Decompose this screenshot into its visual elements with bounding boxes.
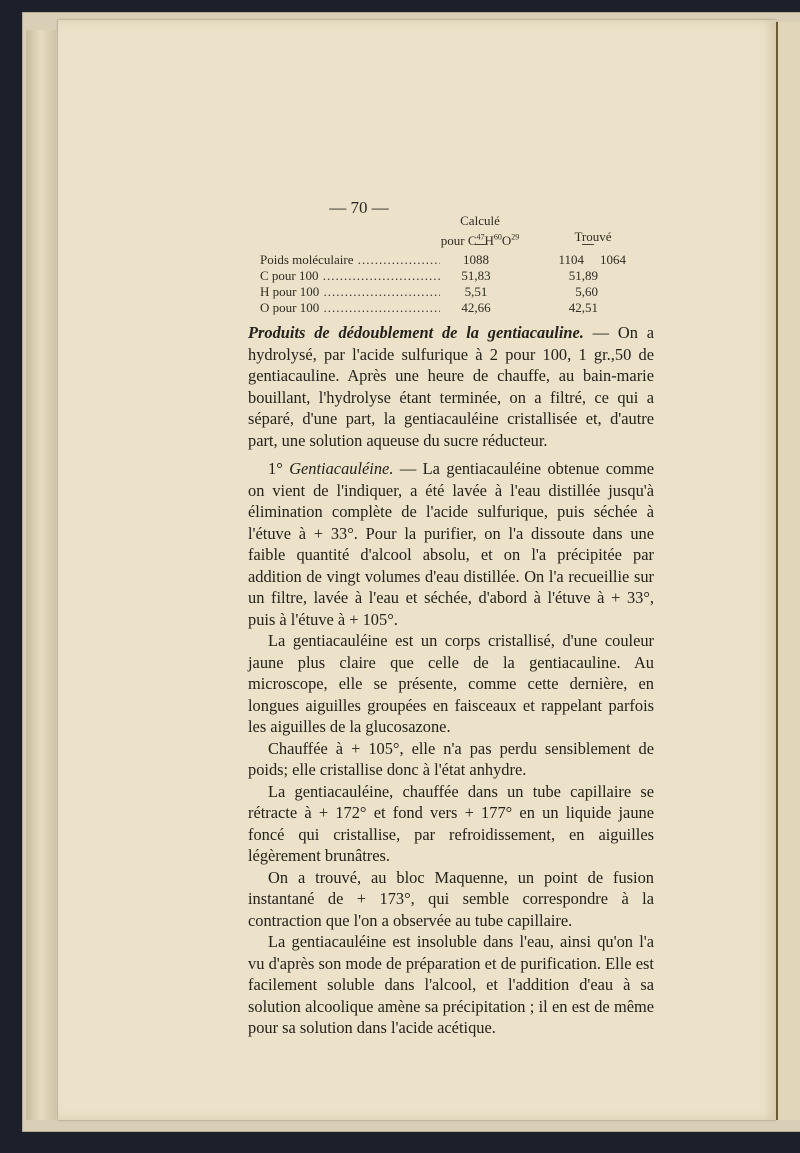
row-label: O pour 100 ..... [260, 300, 440, 316]
formula-h-subscript: 60 [493, 233, 502, 242]
paragraph-gentiacauleine [248, 458, 654, 630]
header-calcule-label: Calculé [460, 213, 500, 228]
row-label: C pour 100 ..... [260, 268, 440, 284]
adjacent-page-edge [776, 22, 800, 1120]
section-title: Produits de dédoublement de la gentiacauline. [248, 323, 584, 342]
page-number: — 70 — [329, 198, 389, 217]
body-text [248, 322, 654, 1039]
paragraph-text: — On a hydrolysé, par l'acide sulfurique à 2 pour 100, 1 gr.,50 de gentiacauline. Après une heure de chauffe, au bain-marie bouillant, l'hydrolyse étant terminée, on a filtré, ce qui a séparé, d'une part, la gentiacauléine cristallisée et, d'autre part, une solution aqueuse du sucre réducteur. [248, 323, 654, 450]
formula-h: H [484, 233, 494, 249]
found-value-2: 5,60 [575, 284, 598, 299]
calc-value: 1088 [463, 252, 489, 267]
formula-prefix: pour C [440, 233, 477, 249]
formula-o-subscript: 29 [511, 233, 520, 242]
formula-c-subscript: 47 [476, 233, 485, 242]
page-stack-edge [26, 30, 56, 1120]
header-dash [475, 244, 487, 245]
calc-value: 51,83 [461, 268, 491, 283]
calc-value: 5,51 [464, 284, 488, 299]
table-row [200, 268, 630, 284]
table-header [200, 212, 630, 252]
found-value-2: 42,51 [568, 300, 598, 315]
header-trouve: Trouvé [574, 229, 612, 244]
paragraph-text: — La gentiacauléine obtenue comme on vient de l'indiquer, a été lavée à l'eau distillée jusqu'à élimination complète de l'acide sulfurique, puis séchée à l'étuve à + 33°. Pour la purifier, on l'a dissoute dans une faible quantité d'alcool absolu, et on l'a précipitée par addition de vingt volumes d'eau distillée. On l'a recueillie sur un filtre, lavée à l'eau et séchée, d'abord à l'étuve à + 33°, puis à l'étuve à + 105°. [248, 459, 654, 629]
paragraph: On a trouvé, au bloc Maquenne, un point de fusion instantané de + 173°, qui semble correspondre à la contraction que l'on a observée au tube capillaire. [248, 867, 654, 930]
paragraph: La gentiacauléine, chauffée dans un tube capillaire se rétracte à + 172° et fond vers + 177° en un liquide jaune foncé qui cristallise, par refroidissement, en aiguilles légèrement brunâtres. [248, 781, 654, 865]
paragraph-produits [248, 322, 654, 451]
row-label: H pour 100 ..... [260, 284, 440, 300]
composition-table [200, 212, 630, 316]
formula-o: O [501, 233, 512, 249]
found-value-1: 1104 [558, 252, 584, 267]
found-value-2: 51,89 [568, 268, 598, 283]
calc-value: 42,66 [461, 300, 491, 315]
section-number: 1° [268, 459, 290, 478]
table-row [200, 252, 630, 268]
header-dash [582, 244, 594, 245]
table-row [200, 300, 630, 316]
paragraph: La gentiacauléine est insoluble dans l'eau, ainsi qu'on l'a vu d'après son mode de préparation et de purification. Elle est facilement soluble dans l'alcool, et l'addition d'eau à sa solution alcoolique amène sa précipitation ; il en est de même pour sa solution dans l'acide acétique. [248, 932, 654, 1037]
found-value-2: 1064 [600, 252, 626, 267]
paragraph: Chauffée à + 105°, elle n'a pas perdu sensiblement de poids; elle cristallise donc à l'état anhydre. [248, 738, 654, 779]
table-row [200, 284, 630, 300]
formula [441, 233, 520, 248]
section-title: Gentiacauléine. [289, 459, 394, 478]
row-label: Poids moléculaire ..... [260, 252, 440, 268]
paragraph: La gentiacauléine est un corps cristallisé, d'une couleur jaune plus claire que celle de la gentiacauline. Au microscope, elle se présente, comme cette dernière, en longues aiguilles groupées en faisceaux et rappelant parfois les aiguilles de la glucosazone. [248, 631, 654, 736]
